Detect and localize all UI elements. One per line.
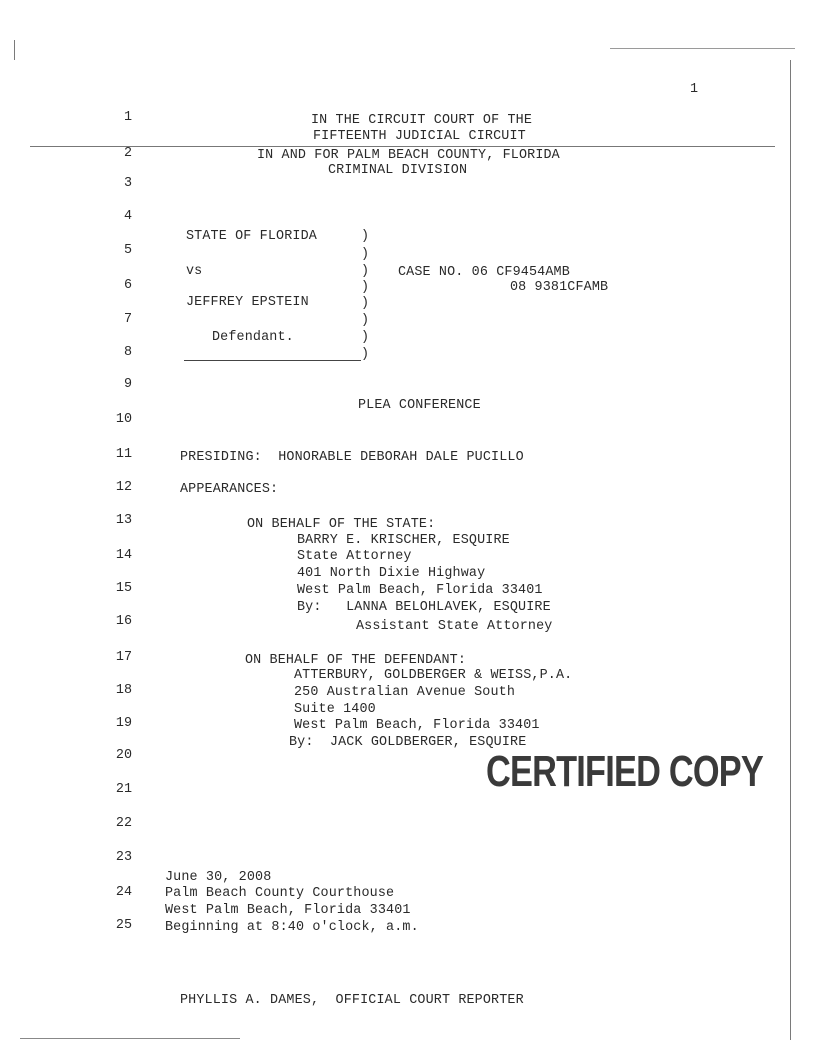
line-number: 4 <box>123 209 132 224</box>
line-number: 17 <box>115 650 132 665</box>
line-number: 25 <box>115 918 132 933</box>
page-number: 1 <box>690 82 699 97</box>
state-heading: ON BEHALF OF THE STATE: <box>247 517 436 532</box>
line-number: 8 <box>123 345 132 360</box>
plaintiff-name: STATE OF FLORIDA <box>186 229 317 244</box>
line-number: 20 <box>115 748 132 763</box>
state-line: West Palm Beach, Florida 33401 <box>297 583 543 598</box>
state-line: Assistant State Attorney <box>356 619 553 634</box>
defendant-label: Defendant. <box>212 330 294 345</box>
hearing-date: June 30, 2008 <box>165 870 272 885</box>
court-header-rule <box>30 146 775 147</box>
hearing-time: Beginning at 8:40 o'clock, a.m. <box>165 920 419 935</box>
state-line: 401 North Dixie Highway <box>297 566 486 581</box>
line-number: 15 <box>115 581 132 596</box>
caption-brace: ) <box>361 229 370 244</box>
line-number: 1 <box>123 110 132 125</box>
left-margin-mark <box>14 40 15 60</box>
certified-copy-stamp: CERTIFIED COPY <box>486 747 764 796</box>
line-number: 16 <box>115 614 132 629</box>
line-number: 6 <box>123 278 132 293</box>
caption-brace: ) <box>361 247 370 262</box>
court-name-line2: FIFTEENTH JUDICIAL CIRCUIT <box>313 129 526 144</box>
line-number: 23 <box>115 850 132 865</box>
appearances-heading: APPEARANCES: <box>180 482 279 497</box>
state-line: BARRY E. KRISCHER, ESQUIRE <box>297 533 510 548</box>
line-number: 3 <box>123 176 132 191</box>
line-number: 21 <box>115 782 132 797</box>
line-number: 11 <box>115 447 132 462</box>
case-number: CASE NO. 06 CF9454AMB <box>398 265 570 280</box>
defense-line: Suite 1400 <box>294 702 376 717</box>
court-reporter: PHYLLIS A. DAMES, OFFICIAL COURT REPORTER <box>180 993 524 1008</box>
line-number: 19 <box>115 716 132 731</box>
defense-line: West Palm Beach, Florida 33401 <box>294 718 540 733</box>
defense-heading: ON BEHALF OF THE DEFENDANT: <box>245 653 467 668</box>
caption-brace: ) <box>361 330 370 345</box>
caption-brace: ) <box>361 264 370 279</box>
line-number: 7 <box>123 312 132 327</box>
line-number: 10 <box>115 412 132 427</box>
bottom-scan-rule <box>20 1038 240 1039</box>
defendant-name: JEFFREY EPSTEIN <box>186 295 309 310</box>
line-number: 9 <box>123 377 132 392</box>
top-scan-rule <box>610 48 795 49</box>
hearing-place: Palm Beach County Courthouse <box>165 886 395 901</box>
line-number: 5 <box>123 243 132 258</box>
presiding-judge: PRESIDING: HONORABLE DEBORAH DALE PUCILLO <box>180 450 524 465</box>
versus-label: vs <box>186 264 203 279</box>
state-line: State Attorney <box>297 549 412 564</box>
case-number-2: 08 9381CFAMB <box>510 280 609 295</box>
line-number: 18 <box>115 683 132 698</box>
line-number: 12 <box>115 480 132 495</box>
hearing-city: West Palm Beach, Florida 33401 <box>165 903 411 918</box>
court-name-line3: IN AND FOR PALM BEACH COUNTY, FLORIDA <box>257 148 560 163</box>
line-number: 24 <box>115 885 132 900</box>
line-number: 13 <box>115 513 132 528</box>
defense-line: By: JACK GOLDBERGER, ESQUIRE <box>289 735 527 750</box>
caption-underline <box>184 360 361 361</box>
line-number: 2 <box>123 146 132 161</box>
court-name-line1: IN THE CIRCUIT COURT OF THE <box>311 113 533 128</box>
defense-line: 250 Australian Avenue South <box>294 685 516 700</box>
line-number: 22 <box>115 816 132 831</box>
line-number: 14 <box>115 548 132 563</box>
caption-brace: ) <box>361 296 370 311</box>
court-division: CRIMINAL DIVISION <box>328 163 468 178</box>
transcript-title: PLEA CONFERENCE <box>358 398 481 413</box>
caption-brace: ) <box>361 313 370 328</box>
caption-brace: ) <box>361 347 370 362</box>
caption-brace: ) <box>361 280 370 295</box>
right-margin-line <box>790 60 791 1040</box>
state-line: By: LANNA BELOHLAVEK, ESQUIRE <box>297 600 551 615</box>
defense-line: ATTERBURY, GOLDBERGER & WEISS,P.A. <box>294 668 573 683</box>
